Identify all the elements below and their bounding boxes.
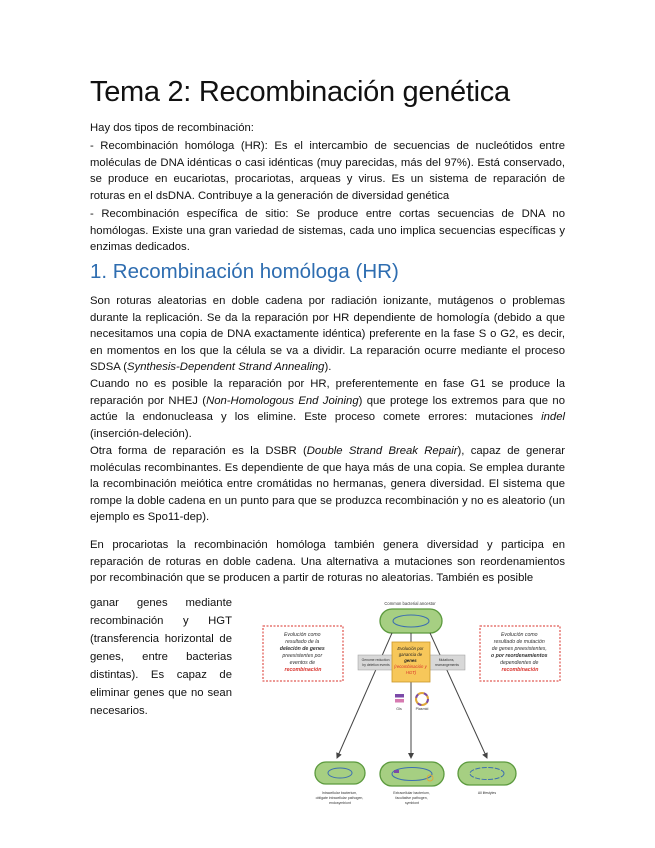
gi-label: GIs <box>396 707 402 711</box>
paragraph-text: (inserción-deleción). <box>90 427 192 440</box>
lifestyle-label: obligate intracellular pathogen, <box>315 796 364 800</box>
lifestyle-label: endosymbiont <box>329 801 351 805</box>
section-heading: 1. Recombinación homóloga (HR) <box>90 260 399 283</box>
gene-gain-box <box>392 642 430 682</box>
extracellular-cell <box>380 762 444 786</box>
box-line: recombinación <box>284 667 322 673</box>
box-line: resultado de mutación <box>493 639 545 645</box>
intracellular-cell <box>315 762 365 784</box>
lifestyle-label: Extracellular bacterium, <box>393 791 430 795</box>
box-line: Evolución como <box>500 632 538 638</box>
paragraph-text: ) que protege los extremos para que no actúe la endonucleasa y los elimine. Este proceso comete errores: mutaciones <box>90 394 565 423</box>
paragraph-5: ganar genes mediante recombinación y HGT (transferencia horizontal de genes, entre bacterias distintas). Es capaz de eliminar genes que no sean necesarios. <box>90 597 232 717</box>
italic-term: Double Strand Break Repair <box>306 445 458 457</box>
box-line: recombinación <box>501 667 539 673</box>
genome-reduction-box <box>358 655 394 670</box>
box-line: deleción de genes <box>279 646 325 652</box>
box-line: by deletion events <box>362 663 390 667</box>
lifestyle-label: symbiont <box>404 801 420 805</box>
box-line: eventos de <box>289 660 315 666</box>
box-line: (recombinación y <box>394 664 427 669</box>
evolution-diagram <box>262 598 562 820</box>
ancestor-cell <box>380 609 442 633</box>
svg-text:All lifestyles <box>478 791 497 795</box>
paragraph-text: Cuando no es posible la reparación por HR, preferentemente en fase G1 se produce la reparación por NHEJ ( <box>90 378 565 407</box>
box-line: Genome reduction <box>361 658 390 662</box>
box-line: ganancia de <box>398 652 423 657</box>
svg-text:Genome reduction by de <box>362 658 391 667</box>
italic-term: Non-Homologous End Joining <box>206 394 359 407</box>
intro-paragraph: Hay dos tipos de recombinación: <box>90 122 254 134</box>
paragraph-text: Son roturas aleatorias en doble cadena por radiación ionizante, mutágenos o problemas durante la replicación. Se da la reparación por HR dependiente de homología (debido a que necesitamos una copia de DNA exactamente idéntica) preferente en la fase S o G2, es decir, en momentos en los que la célula se va a dividir. La reparación ocurre mediante el proceso SDSA ( <box>90 295 565 373</box>
lifestyle-label: facultative pathogen, <box>395 796 428 800</box>
paragraph-text: ), capaz de generar moléculas recombinantes. Es dependiente de que haya más de una copia. Se emplea durante la recombinación meiótica entre cromátidas no hermanas, genera diversidad. El sistema que rompe la doble cadena en un punto para que se produzca recombinación y no es aleatorio (un ejemplo es Spo11-dep). <box>90 445 565 523</box>
box-line: preexistentes por <box>282 653 323 659</box>
box-line: Evolución como <box>283 632 321 638</box>
box-line: genes <box>404 658 417 663</box>
ancestor-label: Common bacterial ancestor <box>384 601 436 606</box>
paragraph-text: Otra forma de reparación es la DSBR ( <box>90 445 307 457</box>
paragraph-3 <box>90 443 565 526</box>
box-line: Evolución por <box>397 646 424 651</box>
plasmid-icon <box>416 693 429 711</box>
svg-text:Extracellular bacterium, <box>393 791 431 805</box>
gi-icon <box>395 694 404 711</box>
list-item: - Recombinación homóloga (HR): Es el intercambio de secuencias de nucleótidos entre moléculas de DNA idénticas o casi idénticas (muy parecidas, más del 97%). Está conservado, se produce en eucariotas, procariotas, arqueas y virus. Es un sistema de reparación de roturas en el dsDNA. Contribuye a la generación de diversidad genética <box>90 140 565 202</box>
plasmid-label: Plasmid <box>415 707 429 711</box>
lifestyle-label: All lifestyles <box>477 791 497 795</box>
italic-term: indel <box>541 411 565 423</box>
box-line: o por reordenamientos <box>491 653 548 659</box>
svg-text:Intracellular bacterium, <box>316 791 365 805</box>
box-line: de genes preexistentes, <box>491 646 547 652</box>
box-line: Mutations, <box>438 658 455 662</box>
paragraph-4: En procariotas la recombinación homóloga también genera diversidad y participa en reparación de roturas en doble cadena. Una alternativa a mutaciones son reordenamientos por recombinación que se producen a partir de roturas no aleatorias. También es posible <box>90 539 565 584</box>
svg-text:Evolución como resulta <box>280 632 326 673</box>
paragraph-1 <box>90 293 565 376</box>
mutation-box <box>480 626 560 681</box>
box-line: resultado de la <box>285 639 320 645</box>
box-line: dependientes de <box>500 660 539 666</box>
list-item: - Recombinación específica de sitio: Se produce entre cortas secuencias de DNA no homólogas. Existe una gran variedad de sistemas, cada uno implica secuencias específicas y enzimas dedicados. <box>90 208 565 253</box>
page-title: Tema 2: Recombinación genética <box>90 76 510 108</box>
italic-term: Synthesis-Dependent Strand Annealing <box>127 361 325 373</box>
deletion-box <box>263 626 343 681</box>
paragraph-2 <box>90 376 565 442</box>
box-line: HGT) <box>405 670 417 675</box>
box-line: rearrangements <box>435 663 459 667</box>
lifestyle-label: Intracellular bacterium, <box>321 791 358 795</box>
all-lifestyles-cell <box>458 762 516 785</box>
mutations-box <box>429 655 465 670</box>
paragraph-text: ). <box>324 361 332 373</box>
